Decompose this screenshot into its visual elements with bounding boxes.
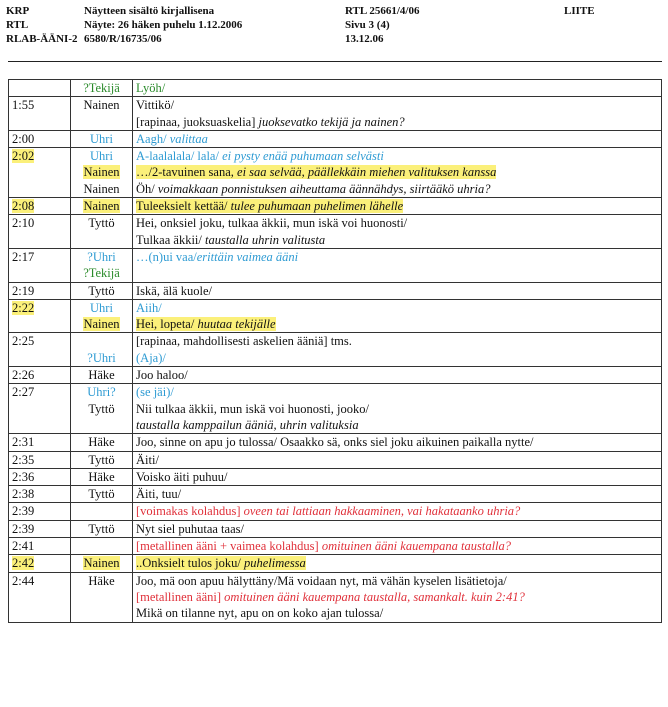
speaker-name: Tyttö	[88, 521, 115, 536]
transcript-row	[9, 572, 662, 622]
speaker-cell	[71, 367, 133, 384]
utterance-cell	[133, 248, 662, 282]
annotation-text: juoksevatko tekijä ja nainen?	[258, 114, 405, 129]
transcript-row	[9, 198, 662, 215]
transcript-body	[9, 80, 662, 623]
transcript-table	[8, 79, 662, 623]
speaker-cell	[71, 299, 133, 333]
annotation-text: ei saa selvää, päällekkäin miehen valituksen kanssa	[237, 165, 497, 180]
utterance-line	[136, 97, 658, 113]
speaker-name: Tyttö	[88, 401, 115, 416]
transcript-row	[9, 451, 662, 468]
timestamp: 2:36	[12, 469, 35, 484]
speaker-cell	[71, 198, 133, 215]
utterance-cell	[133, 486, 662, 503]
utterance-line	[136, 573, 658, 589]
spoken-text: Mikä on tilanne nyt, apu on on koko ajan tulossa/	[136, 606, 384, 621]
utterance-cell	[133, 555, 662, 572]
utterance-line	[136, 367, 658, 383]
speaker-cell	[71, 572, 133, 622]
timestamp-cell	[9, 148, 71, 198]
spoken-text: Tulkaa äkkii/	[136, 232, 205, 247]
header-left-block	[6, 4, 78, 46]
timestamp-cell	[9, 520, 71, 537]
utterance-cell	[133, 451, 662, 468]
utterance-cell	[133, 97, 662, 131]
utterance-cell	[133, 198, 662, 215]
transcript-row	[9, 486, 662, 503]
speaker-name: Uhri	[90, 149, 113, 164]
reference-number: RTL 25661/4/06	[345, 5, 420, 17]
timestamp: 2:44	[12, 573, 35, 588]
timestamp-cell	[9, 333, 71, 367]
speaker-cell	[71, 333, 133, 367]
speaker-cell	[71, 434, 133, 451]
speaker-name: Nainen	[83, 556, 120, 571]
utterance-cell	[133, 148, 662, 198]
speaker-name: Nainen	[83, 317, 120, 332]
timestamp-cell	[9, 282, 71, 299]
utterance-line	[136, 164, 658, 180]
timestamp-cell	[9, 299, 71, 333]
spoken-text: [voimakas kolahdus]	[136, 504, 244, 519]
spoken-text: Hei, lopeta/	[136, 317, 198, 332]
utterance-line	[136, 384, 658, 400]
timestamp: 2:10	[12, 216, 35, 231]
utterance-line	[136, 417, 658, 433]
annotation-text: omituinen ääni kauempana taustalla?	[321, 539, 512, 554]
timestamp-cell	[9, 451, 71, 468]
annotation-text: ei pysty enää puhumaan selvästi	[222, 149, 384, 164]
timestamp: 2:38	[12, 487, 35, 502]
speaker-cell	[71, 486, 133, 503]
timestamp: 2:42	[12, 556, 35, 571]
annotation-text: valittaa	[169, 131, 208, 146]
utterance-line	[136, 401, 658, 417]
utterance-line	[136, 434, 658, 450]
speaker-cell	[71, 282, 133, 299]
timestamp-cell	[9, 468, 71, 485]
spoken-text: Joo haloo/	[136, 368, 188, 383]
timestamp-cell	[9, 215, 71, 249]
timestamp: 2:02	[12, 149, 35, 164]
utterance-cell	[133, 130, 662, 147]
speaker-name: ?Uhri	[87, 249, 116, 264]
utterance-cell	[133, 80, 662, 97]
timestamp: 2:26	[12, 368, 35, 383]
utterance-line	[136, 316, 658, 332]
speaker-name: ?Tekijä	[83, 266, 120, 281]
utterance-cell	[133, 299, 662, 333]
utterance-cell	[133, 468, 662, 485]
timestamp-cell	[9, 198, 71, 215]
speaker-name: Tyttö	[88, 216, 115, 231]
speaker-cell	[71, 468, 133, 485]
annotation-text: oveen tai lattiaan hakkaaminen, vai hakataanko uhria?	[243, 504, 521, 519]
timestamp: 2:08	[12, 199, 35, 214]
transcript-row	[9, 520, 662, 537]
timestamp-cell	[9, 555, 71, 572]
speaker-name: Uhri?	[87, 385, 116, 400]
utterance-line	[136, 80, 658, 96]
utterance-line	[136, 521, 658, 537]
spoken-text: [rapinaa, juoksuaskelia]	[136, 114, 259, 129]
speaker-name: Uhri	[90, 300, 113, 315]
spoken-text: …(n)ui vaa/	[136, 249, 197, 264]
spoken-text: [metallinen ääni]	[136, 589, 225, 604]
speaker-name: Nainen	[83, 199, 120, 214]
speaker-cell	[71, 384, 133, 434]
utterance-cell	[133, 282, 662, 299]
annotation-text: puhelimessa	[244, 556, 306, 571]
utterance-line	[136, 469, 658, 485]
utterance-line	[136, 148, 658, 164]
speaker-cell	[71, 215, 133, 249]
header-divider	[8, 61, 662, 62]
utterance-line	[136, 300, 658, 316]
spoken-text: A-laalalala/ lala/	[136, 149, 223, 164]
timestamp-cell	[9, 503, 71, 520]
case-number: 6580/R/16735/06	[84, 33, 162, 45]
timestamp: 2:27	[12, 385, 35, 400]
utterance-line	[136, 538, 658, 554]
speaker-cell	[71, 148, 133, 198]
speaker-cell	[71, 503, 133, 520]
timestamp: 2:31	[12, 435, 35, 450]
utterance-line	[136, 350, 658, 366]
timestamp: 2:39	[12, 521, 35, 536]
transcript-row	[9, 434, 662, 451]
speaker-cell	[71, 97, 133, 131]
transcript-row	[9, 503, 662, 520]
spoken-text: ..Onksielt tulos joku/	[136, 556, 244, 571]
timestamp-cell	[9, 486, 71, 503]
speaker-cell	[71, 451, 133, 468]
spoken-text: Joo, mä oon apuu hälyttäny/Mä voidaan nyt, mä vähän kyselen lisätietoja/	[136, 573, 507, 588]
timestamp: 2:39	[12, 504, 35, 519]
transcript-row	[9, 299, 662, 333]
spoken-text: Hei, onksiel joku, tulkaa äkkii, mun iskä voi huonosti/	[136, 216, 408, 231]
utterance-line	[136, 249, 658, 265]
annotation-text: omituinen ääni kauempana taustalla, samankalt. kuin 2:41?	[224, 589, 525, 604]
transcript-row	[9, 80, 662, 97]
spoken-text: [metallinen ääni + vaimea kolahdus]	[136, 539, 322, 554]
spoken-text: (se jäi)/	[136, 385, 174, 400]
header-middle-block	[84, 4, 242, 46]
timestamp: 2:35	[12, 452, 35, 467]
spoken-text: (Aja)/	[136, 350, 166, 365]
spoken-text: Äiti, tuu/	[136, 487, 182, 502]
speaker-name: Häke	[88, 435, 115, 450]
speaker-name: Nainen	[83, 98, 120, 113]
speaker-cell	[71, 520, 133, 537]
timestamp: 2:22	[12, 300, 35, 315]
speaker-name: ?Uhri	[87, 350, 116, 365]
utterance-line	[136, 283, 658, 299]
transcript-row	[9, 148, 662, 198]
utterance-cell	[133, 538, 662, 555]
utterance-line	[136, 605, 658, 621]
utterance-line	[136, 333, 658, 349]
document-date: 13.12.06	[345, 33, 384, 45]
speaker-name: Uhri	[90, 131, 113, 146]
transcript-row	[9, 555, 662, 572]
transcript-row	[9, 384, 662, 434]
speaker-name: Tyttö	[88, 487, 115, 502]
speaker-cell	[71, 80, 133, 97]
timestamp-cell	[9, 130, 71, 147]
transcript-row	[9, 367, 662, 384]
timestamp-cell	[9, 572, 71, 622]
utterance-cell	[133, 215, 662, 249]
spoken-text: Iskä, älä kuole/	[136, 283, 213, 298]
annotation-text: voimakkaan ponnistuksen aiheuttama äännähdys, siirtääkö uhria?	[157, 181, 491, 196]
transcript-row	[9, 130, 662, 147]
document-title: Näytteen sisältö kirjallisena	[84, 5, 215, 17]
annotation-text: taustalla kamppailun ääniä, uhrin valituksia	[136, 417, 359, 432]
utterance-line	[136, 114, 658, 130]
timestamp-cell	[9, 367, 71, 384]
utterance-cell	[133, 384, 662, 434]
spoken-text: Voisko äiti puhuu/	[136, 469, 228, 484]
transcript-row	[9, 97, 662, 131]
speaker-name: ?Tekijä	[83, 81, 120, 95]
speaker-name: Häke	[88, 469, 115, 484]
spoken-text: Aiih/	[136, 300, 162, 315]
utterance-line	[136, 181, 658, 197]
annotation-text: tulee puhumaan puhelimen lähelle	[230, 199, 404, 214]
speaker-name: Tyttö	[88, 283, 115, 298]
timestamp-cell	[9, 97, 71, 131]
spoken-text: Joo, sinne on apu jo tulossa/ Osaakko sä, onks siel joku aikuinen paikalla nytte/	[136, 435, 534, 450]
page-number: Sivu 3 (4)	[345, 19, 390, 31]
utterance-line	[136, 265, 658, 281]
sample-description: Näyte: 26 häken puhelu 1.12.2006	[84, 19, 243, 31]
spoken-text: [rapinaa, mahdollisesti askelien ääniä] tms.	[136, 334, 352, 349]
speaker-name: Nainen	[83, 165, 120, 180]
speaker-cell	[71, 555, 133, 572]
annotation-text: erittäin vaimea ääni	[196, 249, 299, 264]
speaker-cell	[71, 538, 133, 555]
timestamp: 2:19	[12, 283, 35, 298]
attachment-label: LIITE	[564, 5, 595, 17]
timestamp-cell	[9, 538, 71, 555]
timestamp: 2:17	[12, 249, 35, 264]
header-right-block	[345, 4, 420, 46]
speaker-cell	[71, 248, 133, 282]
utterance-line	[136, 215, 658, 231]
utterance-cell	[133, 572, 662, 622]
header-lab: RLAB-ÄÄNI-2	[6, 33, 78, 45]
spoken-text: …/2-tavuinen sana,	[136, 165, 238, 180]
timestamp-cell	[9, 80, 71, 97]
utterance-cell	[133, 333, 662, 367]
timestamp: 2:00	[12, 131, 35, 146]
utterance-cell	[133, 520, 662, 537]
spoken-text: Vittikö/	[136, 98, 175, 113]
utterance-line	[136, 232, 658, 248]
timestamp-cell	[9, 248, 71, 282]
transcript-row	[9, 248, 662, 282]
transcript-row	[9, 538, 662, 555]
timestamp-cell	[9, 384, 71, 434]
utterance-cell	[133, 367, 662, 384]
transcript-row	[9, 333, 662, 367]
speaker-name: Tyttö	[88, 452, 115, 467]
annotation-text: taustalla uhrin valitusta	[204, 232, 326, 247]
utterance-line	[136, 198, 658, 214]
spoken-text: Nii tulkaa äkkii, mun iskä voi huonosti, jooko/	[136, 401, 369, 416]
header-org: KRP	[6, 5, 30, 17]
utterance-line	[136, 503, 658, 519]
utterance-line	[136, 131, 658, 147]
timestamp-cell	[9, 434, 71, 451]
speaker-name: Häke	[88, 573, 115, 588]
utterance-line	[136, 486, 658, 502]
header-unit: RTL	[6, 19, 29, 31]
timestamp: 1:55	[12, 98, 35, 113]
utterance-cell	[133, 434, 662, 451]
transcript-row	[9, 468, 662, 485]
spoken-text: Aagh/	[136, 131, 170, 146]
transcript-row	[9, 215, 662, 249]
speaker-cell	[71, 130, 133, 147]
transcript-row	[9, 282, 662, 299]
utterance-cell	[133, 503, 662, 520]
speaker-name: Nainen	[83, 181, 120, 196]
spoken-text: Öh/	[136, 181, 158, 196]
utterance-line	[136, 452, 658, 468]
utterance-line	[136, 589, 658, 605]
spoken-text: Lyöh/	[136, 81, 166, 95]
utterance-line	[136, 555, 658, 571]
spoken-text: Tuleeksielt kettää/	[136, 199, 231, 214]
timestamp: 2:25	[12, 334, 35, 349]
spoken-text: Äiti/	[136, 452, 159, 467]
annotation-text: huutaa tekijälle	[197, 317, 276, 332]
spoken-text: Nyt siel puhutaa taas/	[136, 521, 244, 536]
timestamp: 2:41	[12, 539, 35, 554]
speaker-name: Häke	[88, 368, 115, 383]
